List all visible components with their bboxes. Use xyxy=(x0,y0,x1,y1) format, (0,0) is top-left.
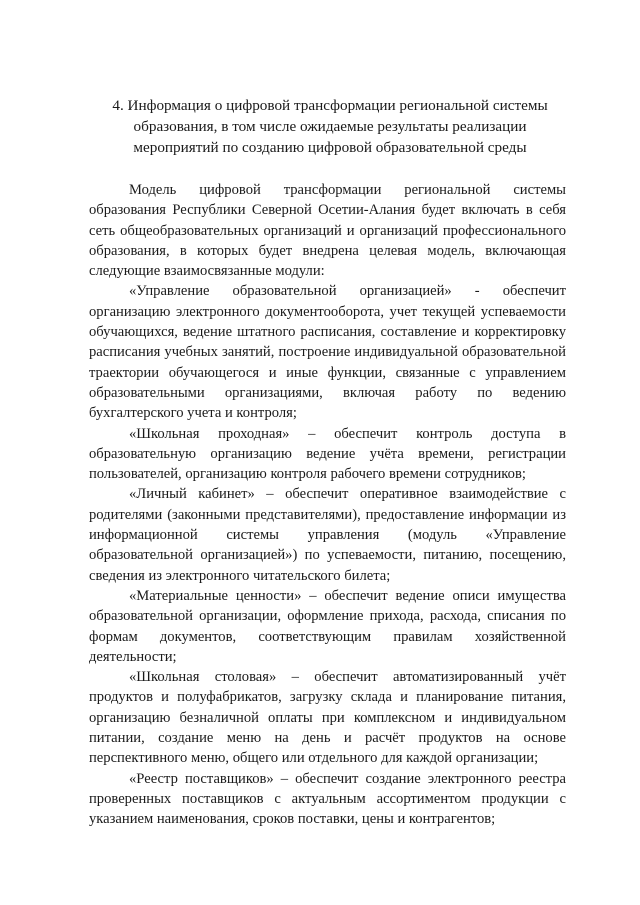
paragraph-module-supplier-registry: «Реестр поставщиков» – обеспечит создание электронного реестра проверенных поставщиков с актуальным ассортиментом продукции с указанием наименования, сроков поставки, цены и контрагентов; xyxy=(89,770,566,828)
paragraph-intro: Модель цифровой трансформации региональной системы образования Республики Северной Осетии-Алания будет включать в себя сеть общеобразовательных организаций и организаций профессионального образования, в которых будет внедрена целевая модель, включающая следующие взаимосвязанные модули: xyxy=(89,182,566,280)
document-body xyxy=(89,180,566,830)
paragraph-module-school-entrance: «Школьная проходная» – обеспечит контроль доступа в образовательную организацию ведение учёта времени, регистрации пользователей, организацию контроля рабочего времени сотрудников; xyxy=(89,425,566,483)
paragraph-module-management: «Управление образовательной организацией» - обеспечит организацию электронного документооборота, учет текущей успеваемости обучающихся, ведение штатного расписания, составление и корректировку расписания учебных занятий, построение индивидуальной образовательной траектории обучающегося и иные функции, связанные с управлением образовательными организациями, включая работу по ведению бухгалтерского учета и контроля; xyxy=(89,283,566,422)
paragraph-module-personal-account: «Личный кабинет» – обеспечит оперативное взаимодействие с родителями (законными представителями), предоставление информации из информационной системы управления (модуль «Управление образовательной организацией») по успеваемости, питанию, посещению, сведения из электронного читательского билета; xyxy=(89,486,566,584)
paragraph-module-material-assets: «Материальные ценности» – обеспечит ведение описи имущества образовательной организации, оформление прихода, расхода, списания по формам документов, соответствующим правилам хозяйственной деятельности; xyxy=(89,587,566,665)
section-heading: 4. Информация о цифровой трансформации региональной системы образования, в том числе ожидаемые результаты реализации мероприятий по созданию цифровой образовательной среды xyxy=(112,97,548,156)
paragraph-module-school-canteen: «Школьная столовая» – обеспечит автоматизированный учёт продуктов и полуфабрикатов, загрузку склада и планирование питания, организацию безналичной оплаты при комплексном и индивидуальном питании, создание меню на день и расчёт продуктов на основе перспективного меню, общего или отдельного для каждой организации; xyxy=(89,669,566,767)
